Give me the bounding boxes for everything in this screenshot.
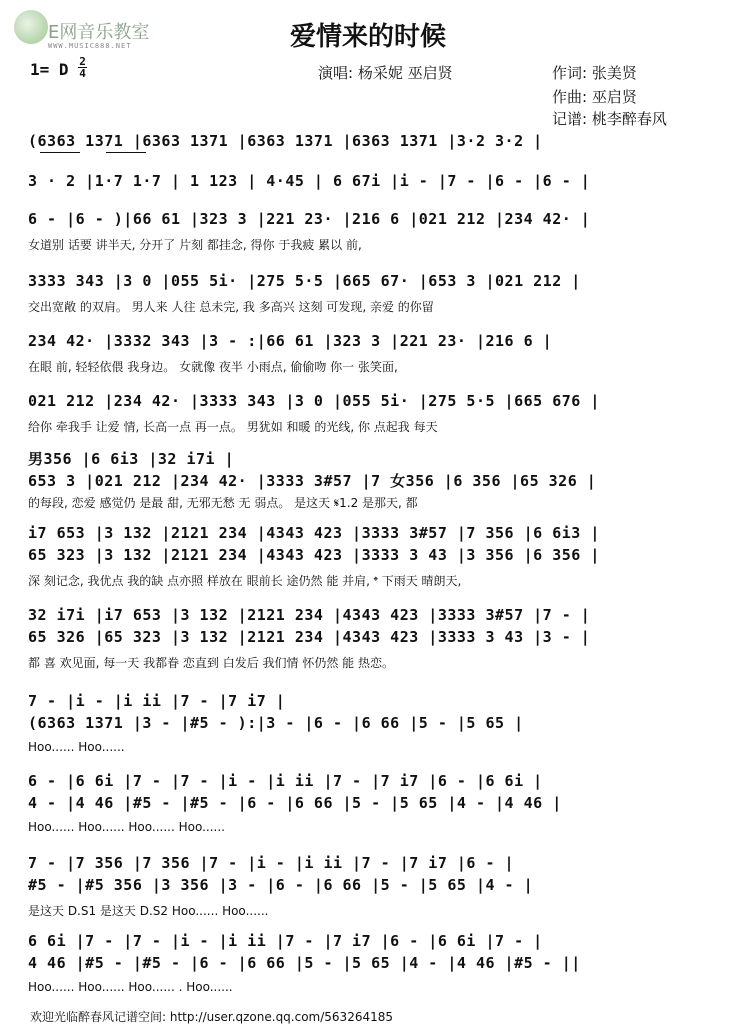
logo-name: E网音乐教室	[48, 22, 150, 43]
time-signature	[78, 56, 87, 79]
singers-credit: 演唱: 杨采妮 巫启贤	[318, 64, 453, 82]
score-row-1	[28, 128, 718, 156]
notes-line: 234 42· |3332 343 |3 - :|66 61 |323 3 |221 23· |216 6 |	[28, 332, 553, 350]
beam-line	[40, 152, 80, 153]
notes-line: 3 · 2 |1·7 1·7 | 1 123 | 4·45 | 6 67i |i - |7 - |6 - |6 - |	[28, 172, 591, 190]
score-row-12	[28, 850, 718, 920]
score-row-3	[28, 206, 718, 256]
score-row-4	[28, 268, 718, 318]
lyricist-credit: 作词: 张美贤	[552, 64, 637, 82]
score-row-2	[28, 168, 718, 196]
lyrics-line: 都 喜 欢见面, 每一天 我都眷 恋直到 白发后 我们情 怀仍然 能 热恋。	[28, 656, 394, 670]
notes-line: 4 46 |#5 - |#5 - |6 - |6 66 |5 - |5 65 |4 - |4 46 |#5 - ||	[28, 954, 581, 972]
composer-credit: 作曲: 巫启贤	[552, 88, 637, 106]
time-signature-top: 2	[79, 55, 86, 68]
notes-line: 021 212 |234 42· |3333 343 |3 0 |055 5i· |275 5·5 |665 676 |	[28, 392, 600, 410]
score-row-7	[28, 442, 718, 512]
score-row-13	[28, 930, 718, 1000]
upper-voice-line: 6 6i |7 - |7 - |i - |i ii |7 - |7 i7 |6 - |6 6i |7 - |	[28, 932, 543, 950]
lyrics-line: 在眼 前, 轻轻依偎 我身边。 女就像 夜半 小雨点, 偷偷吻 你一 张笑面,	[28, 360, 398, 374]
score-row-10	[28, 688, 718, 758]
notes-line: 4 - |4 46 |#5 - |#5 - |6 - |6 66 |5 - |5 65 |4 - |4 46 |	[28, 794, 562, 812]
footer-text: 欢迎光临醉春风记谱空间: http://user.qzone.qq.com/563264185	[30, 1010, 394, 1024]
score-row-9	[28, 604, 718, 674]
notes-line: (6363 1371 |6363 1371 |6363 1371 |6363 1371 |3·2 3·2 |	[28, 132, 543, 150]
score-row-8	[28, 522, 718, 592]
notes-line: 653 3 |021 212 |234 42· |3333 3#57 |7 女356 |6 356 |65 326 |	[28, 472, 597, 490]
notes-line: (6363 1371 |3 - |#5 - ):|3 - |6 - |6 66 |5 - |5 65 |	[28, 714, 524, 732]
lyrics-line: 交出宽敞 的双肩。 男人来 人往 总未完, 我 多高兴 这刻 可发现, 亲爱 的你留	[28, 300, 434, 314]
upper-voice-line: 男356 |6 6i3 |32 i7i |	[28, 450, 235, 468]
lyrics-line: 深 刻记念, 我优点 我的缺 点亦照 样放在 眼前长 途仍然 能 并肩, 𝄌 下雨天 晴朗天,	[28, 574, 462, 588]
score-row-11	[28, 768, 718, 838]
notes-line: 6 - |6 - )|66 61 |323 3 |221 23· |216 6 |021 212 |234 42· |	[28, 210, 591, 228]
upper-voice-line: 32 i7i |i7 653 |3 132 |2121 234 |4343 423 |3333 3#57 |7 - |	[28, 606, 591, 624]
beam-line	[106, 152, 146, 153]
key-signature: 1= D	[30, 60, 69, 79]
notes-line: 65 323 |3 132 |2121 234 |4343 423 |3333 3 43 |3 356 |6 356 |	[28, 546, 600, 564]
upper-voice-line: 6 - |6 6i |7 - |7 - |i - |i ii |7 - |7 i7 |6 - |6 6i |	[28, 772, 543, 790]
upper-voice-line: 7 - |i - |i ii |7 - |7 i7 |	[28, 692, 286, 710]
upper-voice-line: i7 653 |3 132 |2121 234 |4343 423 |3333 3#57 |7 356 |6 6i3 |	[28, 524, 600, 542]
lyrics-line: 是这天 D.S1 是这天 D.S2 Hoo...... Hoo......	[28, 904, 269, 918]
lyrics-line: Hoo...... Hoo...... Hoo...... Hoo......	[28, 820, 225, 834]
notes-line: 3333 343 |3 0 |055 5i· |275 5·5 |665 67· |653 3 |021 212 |	[28, 272, 581, 290]
transcriber-credit: 记谱: 桃李醉春风	[552, 110, 667, 128]
lyrics-line: 的每段, 恋爱 感觉仍 是最 甜, 无邪无愁 无 弱点。 是这天 𝄋1.2 是那天, 都	[28, 496, 418, 510]
notes-line: #5 - |#5 356 |3 356 |3 - |6 - |6 66 |5 - |5 65 |4 - |	[28, 876, 534, 894]
lyrics-line: 女道别 话要 讲半天, 分开了 片刻 都挂念, 得你 于我疲 累以 前,	[28, 238, 362, 252]
score-row-5	[28, 328, 718, 378]
logo-url: WWW.MUSIC888.NET	[48, 42, 132, 50]
time-signature-bottom: 4	[79, 67, 86, 80]
score-row-6	[28, 388, 718, 438]
song-title: 爱情来的时候	[289, 22, 446, 52]
lyrics-line: Hoo...... Hoo......	[28, 740, 125, 754]
lyrics-line: 给你 牵我手 让爱 情, 长高一点 再一点。 男犹如 和暖 的光线, 你 点起我 每天	[28, 420, 438, 434]
lyrics-line: Hoo...... Hoo...... Hoo...... . Hoo......	[28, 980, 233, 994]
upper-voice-line: 7 - |7 356 |7 356 |7 - |i - |i ii |7 - |7 i7 |6 - |	[28, 854, 515, 872]
notes-line: 65 326 |65 323 |3 132 |2121 234 |4343 423 |3333 3 43 |3 - |	[28, 628, 591, 646]
